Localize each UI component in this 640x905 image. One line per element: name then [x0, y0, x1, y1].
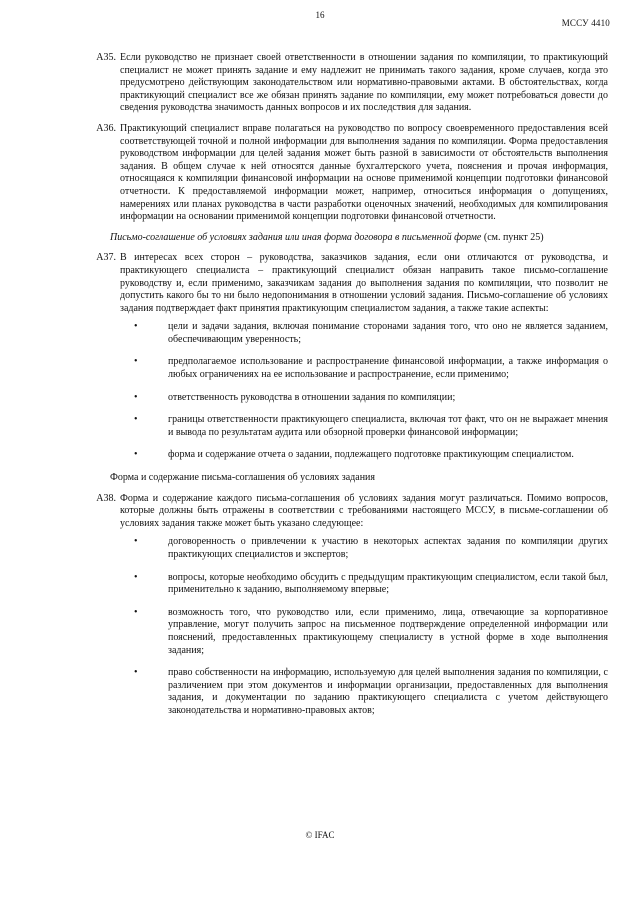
bullet-list [120, 536, 608, 717]
document-code: МССУ 4410 [561, 18, 610, 28]
list-item [120, 572, 608, 597]
list-item [120, 414, 608, 439]
bullet-icon: • [134, 414, 138, 426]
list-item [120, 321, 608, 346]
paragraph-text: В интересах всех сторон – руководства, заказчиков задания, если они отличаются от руководства, и практикующего специалиста – практикующий специалист обязан направить такое письмо-соглашение руководству и, если применимо, заказчикам задания до выполнения задания по компиляции, что позволит не допустить какого бы то ни было недопонимания в отношении условий задания. Письмо-соглашение об условиях задания подтверждает факт принятия практикующим специалистом задания, а также такие аспекты: [120, 252, 608, 314]
heading-italic-text: Письмо-соглашение об условиях задания или иная форма договора в письменной форме [110, 231, 482, 243]
list-item [120, 667, 608, 717]
paragraph-a35 [96, 52, 608, 115]
list-item [120, 449, 608, 462]
list-item [120, 356, 608, 381]
list-item-text: предполагаемое использование и распространение финансовой информации, а также информация о любых ограничениях на ее использование и распространение, если применимо; [168, 356, 608, 381]
list-item-text: цели и задачи задания, включая понимание сторонами задания того, что оно не является заданием, обеспечивающим уверенность; [168, 321, 608, 345]
list-item [120, 607, 608, 657]
paragraph-text: Практикующий специалист вправе полагаться на руководство по вопросу своевременного предоставления всей соответствующей точной и полной информации для выполнения задания по компиляции. Форма предоставления руководством информации для целей задания может быть разной в зависимости от обстоятельств выполнения задания. В общем случае к ней относятся данные бухгалтерского учета, пояснения и прочая информация, относящаяся к компиляции финансовой информации на основе применимой концепции подготовки финансовой отчетности. К предоставляемой информации может, например, относиться информация о допущениях, намерениях или планах руководства в части разработки оценочных значений, необходимых для компилирования информации на основании применимой концепции подготовки финансовой отчетности. [120, 122, 608, 223]
bullet-icon: • [134, 536, 138, 548]
paragraph-a38 [96, 492, 608, 718]
bullet-icon: • [134, 356, 138, 368]
paragraph-number: A37. [96, 252, 116, 264]
list-item-text: форма и содержание отчета о задании, подлежащего подготовке практикующим специалистом. [168, 449, 574, 461]
paragraph-a37 [96, 252, 608, 462]
list-item [120, 392, 608, 405]
bullet-icon: • [134, 321, 138, 333]
copyright-footer: © IFAC [305, 830, 335, 840]
paragraph-text: Если руководство не признает своей ответственности в отношении задания по компиляции, то практикующий специалист не может принять задание и ему надлежит не принимать такого задания, кроме случаев, когда это предусмотрено действующим законодательством или нормативно-правовыми актами. В обстоятельствах, когда практикующий специалист все же обязан принять задание по компиляции, ему может потребоваться довести до сведения руководства значимость данных вопросов и их последствия для задания. [120, 52, 608, 114]
list-item-text: границы ответственности практикующего специалиста, включая тот факт, что он не выражает мнения и вывода по результатам аудита или обзорной проверки финансовой информации; [168, 414, 608, 438]
paragraph-number: A36. [96, 122, 116, 134]
bullet-list [120, 321, 608, 462]
paragraph-number: A35. [96, 52, 116, 63]
section-heading-letter-form: Форма и содержание письма-соглашения об условиях задания [110, 472, 376, 484]
bullet-icon: • [134, 391, 138, 403]
bullet-icon: • [134, 449, 138, 461]
heading-reference: (см. пункт 25) [481, 231, 544, 243]
list-item-text: вопросы, которые необходимо обсудить с предыдущим практикующим специалистом, если такой был, применительно к заданию, выполняемому впервые; [168, 571, 608, 596]
list-item-text: договоренность о привлечении к участию в некоторых аспектах задания по компиляции других практикующих специалистов и экспертов; [168, 536, 608, 560]
bullet-icon: • [134, 571, 138, 583]
document-body [96, 52, 608, 728]
list-item [120, 536, 608, 561]
list-item-text: ответственность руководства в отношении задания по компиляции; [168, 391, 456, 403]
paragraph-number: A38. [96, 492, 116, 504]
section-heading-engagement-letter [110, 232, 608, 245]
page-number: 16 [315, 10, 325, 20]
paragraph-a36 [96, 122, 608, 224]
bullet-icon: • [134, 606, 138, 618]
list-item-text: возможность того, что руководство или, если применимо, лица, отвечающие за корпоративное управление, могут получить запрос на письменное подтверждение определенной информации или пояснений, предоставленных практикующему специалисту в устной форме в ходе выполнения задания; [168, 606, 608, 656]
list-item-text: право собственности на информацию, используемую для целей выполнения задания по компиляции, с различением при этом документов и информации организации, предоставленных для выполнения задания, и документации по заданию практикующего специалиста с учетом действующего законодательства и нормативно-правовых актов; [168, 667, 608, 716]
bullet-icon: • [134, 667, 138, 679]
paragraph-text: Форма и содержание каждого письма-соглашения об условиях задания могут различаться. Помимо вопросов, которые должны быть отражены в соответствии с требованиями настоящего МССУ, в письме-соглашении об условиях задания также может быть указано следующее: [120, 492, 608, 529]
